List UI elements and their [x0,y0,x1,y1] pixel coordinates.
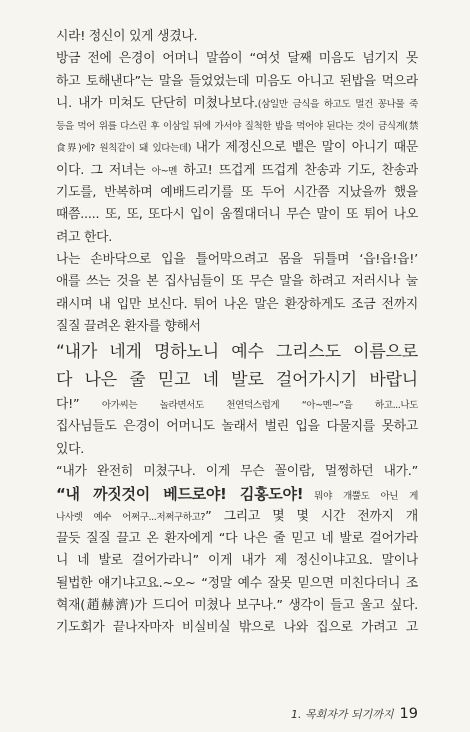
text-run: 니. 내가 미쳐도 단단히 미쳤나보다. [56,95,258,111]
text-run: 려고 한다. [56,229,113,245]
text-line [56,506,418,528]
text-run: 질질 끌려온 환자를 향해서 [56,318,201,334]
text-run: 애를 쓰는 것을 본 집사님들이 또 무슨 말을 하려고 저러시나 눌 [56,274,418,290]
text-line [56,160,418,182]
text-line [56,528,418,550]
text-run: 기도회가 끝나자마자 비실비실 밖으로 나와 집으로 가려고 고 [56,620,418,636]
text-line [56,483,418,505]
text-run: 뭐야 개뿔도 아닌 게 [303,491,418,503]
emphasis-line [56,366,418,394]
text-line [56,461,418,483]
page-number: 19 [399,706,418,722]
text-run: 집사님들도 은경이 어머니도 놀래서 벌린 입을 다물지를 못하고 [56,419,418,435]
emphasis-line [56,338,418,366]
chapter-title: 1. 목회자가 되기까지 [291,708,394,721]
text-run: 다!” [56,397,80,413]
text-line [56,93,418,115]
text-run: 혁재(趙赫濟)가 드디어 미쳤나 보구나.” 생각이 들고 울고 싶다. [56,597,418,613]
text-run: 때쯤..... 또, 또, 또다시 입이 움찔대더니 무슨 말이 또 튀어 나오 [56,207,418,223]
text-run: “내 까짓것이 베드로야! 김홍도야! [56,485,304,504]
text-run: 食界)에? 원칙같이 돼 있다는데) [56,143,196,155]
text-run: 나는 손바닥으로 입을 틀어막으려고 몸을 뒤틀며 ‘읍!읍!읍!’ [56,251,418,267]
text-line [56,294,418,316]
text-line [56,550,418,572]
text-line [56,316,418,338]
text-run: 기도를, 반복하며 예배드리기를 또 두어 시간쯤 지났을까 했을 [56,185,418,201]
text-line [56,271,418,293]
page-footer [270,703,418,722]
text-run: 래시며 내 입만 보신다. 튀어 나온 말은 환장하게도 조금 전까지 [56,296,418,312]
text-line [56,48,418,70]
text-run: 내가 제정신으로 뱉은 말이 아니기 때문 [195,140,418,156]
text-run: 될법한 얘기냐고요.~오~ “정말 예수 잘못 믿으면 미친다더니 조 [56,575,418,591]
text-run: (삼일만 금식을 하고도 멀건 꽁나물 죽 [257,98,418,110]
text-run: 있다. [56,441,85,457]
body-text [56,26,418,639]
text-line [56,115,418,137]
text-run: 이다. 그 저녀는 [56,162,152,178]
text-line [56,204,418,226]
text-run: 방금 전에 은경이 어머니 말씀이 “여섯 달째 미음도 넘기지 못 [56,51,418,67]
text-line [56,595,418,617]
text-line [56,26,418,48]
text-run: 등을 먹어 위를 다스린 후 이삼일 뒤에 가서야 질척한 밥을 먹어야 된다는 것이 금식계(禁 [56,121,418,133]
text-run: 니 네 발로 걸어가라니” 이게 내가 제 정신이냐고요. 말이나 [56,553,418,569]
text-run: “내가 네게 명하노니 예수 그리스도 이름으로 [56,342,418,363]
text-run: 다 나은 줄 믿고 네 발로 걸어가시기 바랍니 [56,370,418,391]
text-line [56,394,418,416]
text-run: ” 그리고 몇 몇 시간 전까지 개 [205,508,418,524]
text-run: 하고 토해낸다”는 말을 들었었는데 미음도 아니고 된밥을 먹으라 [56,73,418,89]
text-line [56,137,418,159]
text-line [56,573,418,595]
text-line [56,249,418,271]
text-run: “내가 완전히 미쳤구나. 이게 무슨 꼴이람, 멀쩡하던 내가.” [56,464,418,480]
text-line [56,227,418,249]
text-line [56,71,418,93]
text-run: 끌듯 질질 끌고 온 환자에게 “다 나은 줄 믿고 네 발로 걸어가라 [56,530,418,546]
text-line [56,617,418,639]
text-run: 아~멘 [151,165,177,177]
text-run: 시라! 정신이 있게 생겼나. [56,29,198,44]
text-run: 아가씨는 놀라면서도 천연덕스럽게 “아~멘~”을 하고...나도 [79,400,418,412]
text-line [56,416,418,438]
text-run: 하고! 뜨겁게 뜨겁게 찬송과 기도, 찬송과 [176,162,418,178]
text-run: 나사렛 예수 어쩌구...저쩌구하고? [56,511,206,523]
text-line [56,439,418,461]
text-line [56,182,418,204]
